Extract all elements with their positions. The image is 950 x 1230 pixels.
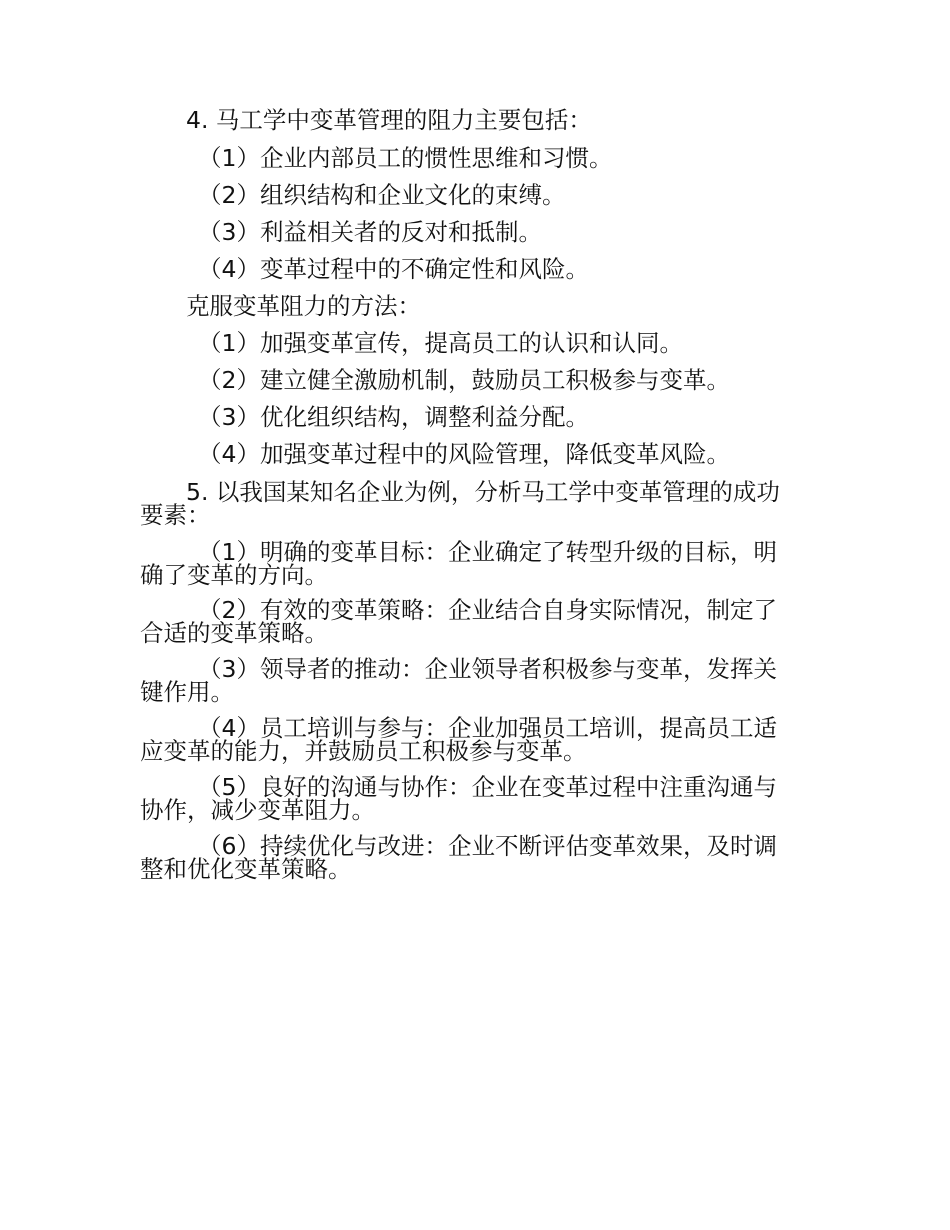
success-item-4-line1: （4）员工培训与参与：企业加强员工培训，提高员工适 [198,714,777,742]
success-item-4-line2: 应变革的能力，并鼓励员工积极参与变革。 [140,737,587,765]
success-item-6-line2: 整和优化变革策略。 [140,855,352,883]
success-item-6-line1: （6）持续优化与改进：企业不断评估变革效果，及时调 [198,832,777,860]
section4-item-2: （2）组织结构和企业文化的束缚。 [198,181,566,209]
section5-heading-line2: 要素： [140,501,211,529]
method-item-4: （4）加强变革过程中的风险管理，降低变革风险。 [198,440,730,468]
section4-item-1: （1）企业内部员工的惯性思维和习惯。 [198,144,613,172]
section4-item-3: （3）利益相关者的反对和抵制。 [198,218,542,246]
method-item-1: （1）加强变革宣传，提高员工的认识和认同。 [198,329,683,357]
success-item-5-line1: （5）良好的沟通与协作：企业在变革过程中注重沟通与 [198,773,777,801]
method-item-2: （2）建立健全激励机制，鼓励员工积极参与变革。 [198,366,730,394]
success-item-1-line2: 确了变革的方向。 [140,561,328,589]
section5-heading-line1: 5. 以我国某知名企业为例，分析马工学中变革管理的成功 [186,478,780,506]
success-item-5-line2: 协作，减少变革阻力。 [140,796,375,824]
success-item-1-line1: （1）明确的变革目标：企业确定了转型升级的目标，明 [198,538,777,566]
success-item-2-line2: 合适的变革策略。 [140,619,328,647]
section4-heading: 4. 马工学中变革管理的阻力主要包括： [186,106,592,134]
success-item-2-line1: （2）有效的变革策略：企业结合自身实际情况，制定了 [198,596,777,624]
success-item-3-line2: 键作用。 [140,678,234,706]
success-item-3-line1: （3）领导者的推动：企业领导者积极参与变革，发挥关 [198,655,777,683]
section4-item-4: （4）变革过程中的不确定性和风险。 [198,255,589,283]
method-item-3: （3）优化组织结构，调整利益分配。 [198,403,589,431]
methods-heading: 克服变革阻力的方法： [186,292,421,320]
